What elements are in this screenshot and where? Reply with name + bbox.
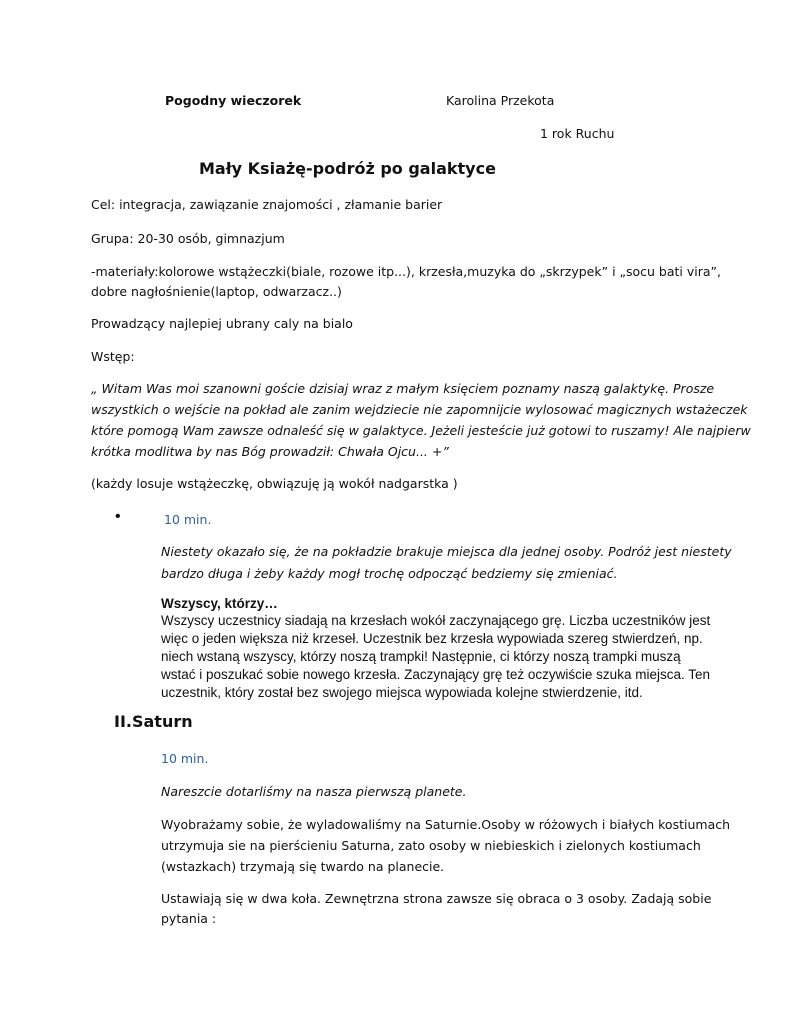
game-title: Wszyscy, którzy… bbox=[161, 596, 278, 611]
main-title: Mały Ksiażę-podróż po galaktyce bbox=[199, 159, 496, 178]
section1-time: 10 min. bbox=[164, 512, 212, 527]
intro-line-4: krótka modlitwa by nas Bóg prowadził: Chwała Ojcu... +” bbox=[91, 444, 449, 459]
intro-line-1: „ Witam Was moi szanowni goście dzisiaj wraz z małym księciem poznamy naszą galaktykę. Prosze bbox=[91, 381, 715, 396]
game-line-5: uczestnik, który został bez swojego miejsca wypowiada kolejne stwierdzenie, itd. bbox=[161, 685, 643, 700]
section2-para1-line-2: utrzymuja sie na pierścieniu Saturna, zato osoby w niebieskich i zielonych kostiumach bbox=[161, 838, 701, 853]
section2-time: 10 min. bbox=[161, 751, 209, 766]
intro-label: Wstęp: bbox=[91, 349, 135, 364]
year-label: 1 rok Ruchu bbox=[540, 126, 615, 141]
section1-story-line-2: bardzo długa i żeby każdy mogł trochę odpocząć bedziemy się zmieniać. bbox=[161, 566, 618, 581]
game-line-1: Wszyscy uczestnicy siadają na krzesłach wokół zaczynającego grę. Liczba uczestników jest bbox=[161, 613, 711, 628]
section2-heading: II.Saturn bbox=[114, 712, 193, 731]
section2-para1-line-1: Wyobrażamy sobie, że wyladowaliśmy na Saturnie.Osoby w różowych i białych kostiumach bbox=[161, 817, 731, 832]
event-title: Pogodny wieczorek bbox=[165, 93, 302, 108]
section2-para2-line-2: pytania : bbox=[161, 911, 217, 926]
goal-text: Cel: integracja, zawiązanie znajomości , złamanie barier bbox=[91, 197, 443, 212]
game-line-2: więc o jeden większa niż krzeseł. Uczestnik bez krzesła wypowiada szereg stwierdzeń, np. bbox=[161, 631, 703, 646]
materials-line-2: dobre nagłośnienie(laptop, odwarzacz..) bbox=[91, 284, 342, 299]
game-line-3: niech wstaną wszyscy, którzy noszą trampki! Następnie, ci którzy noszą trampki muszą bbox=[161, 649, 681, 664]
section2-para2-line-1: Ustawiają się w dwa koła. Zewnętrzna strona zawsze się obraca o 3 osoby. Zadają sobie bbox=[161, 891, 712, 906]
section1-story-line-1: Niestety okazało się, że na pokładzie brakuje miejsca dla jednej osoby. Podróż jest niestety bbox=[161, 544, 732, 559]
intro-line-3: które pomogą Wam zawsze odnaleść się w galaktyce. Jeżeli jesteście już gotowi to ruszamy! Ale najpierw bbox=[91, 423, 751, 438]
game-line-4: wstać i poszukać sobie nowego krzesła. Zaczynający grę też oczywiście szuka miejsca. Ten bbox=[161, 667, 710, 682]
bullet-point: • bbox=[115, 508, 121, 525]
intro-note: (każdy losuje wstążeczkę, obwiązuję ją wokół nadgarstka ) bbox=[91, 476, 458, 491]
section2-para1-line-3: (wstazkach) trzymają się twardo na planecie. bbox=[161, 859, 445, 874]
group-text: Grupa: 20-30 osób, gimnazjum bbox=[91, 231, 285, 246]
intro-line-2: wszystkich o wejście na pokład ale zanim wejdziecie nie zapomnijcie wylosować magicznych wstażeczek bbox=[91, 402, 748, 417]
materials-line-1: -materiały:kolorowe wstążeczki(biale, rozowe itp...), krzesła,muzyka do „skrzypek” i „socu bati vira”, bbox=[91, 264, 721, 279]
author-name: Karolina Przekota bbox=[446, 93, 555, 108]
section2-story: Nareszcie dotarliśmy na nasza pierwszą planete. bbox=[161, 784, 467, 799]
leader-text: Prowadzący najlepiej ubrany caly na bialo bbox=[91, 316, 353, 331]
